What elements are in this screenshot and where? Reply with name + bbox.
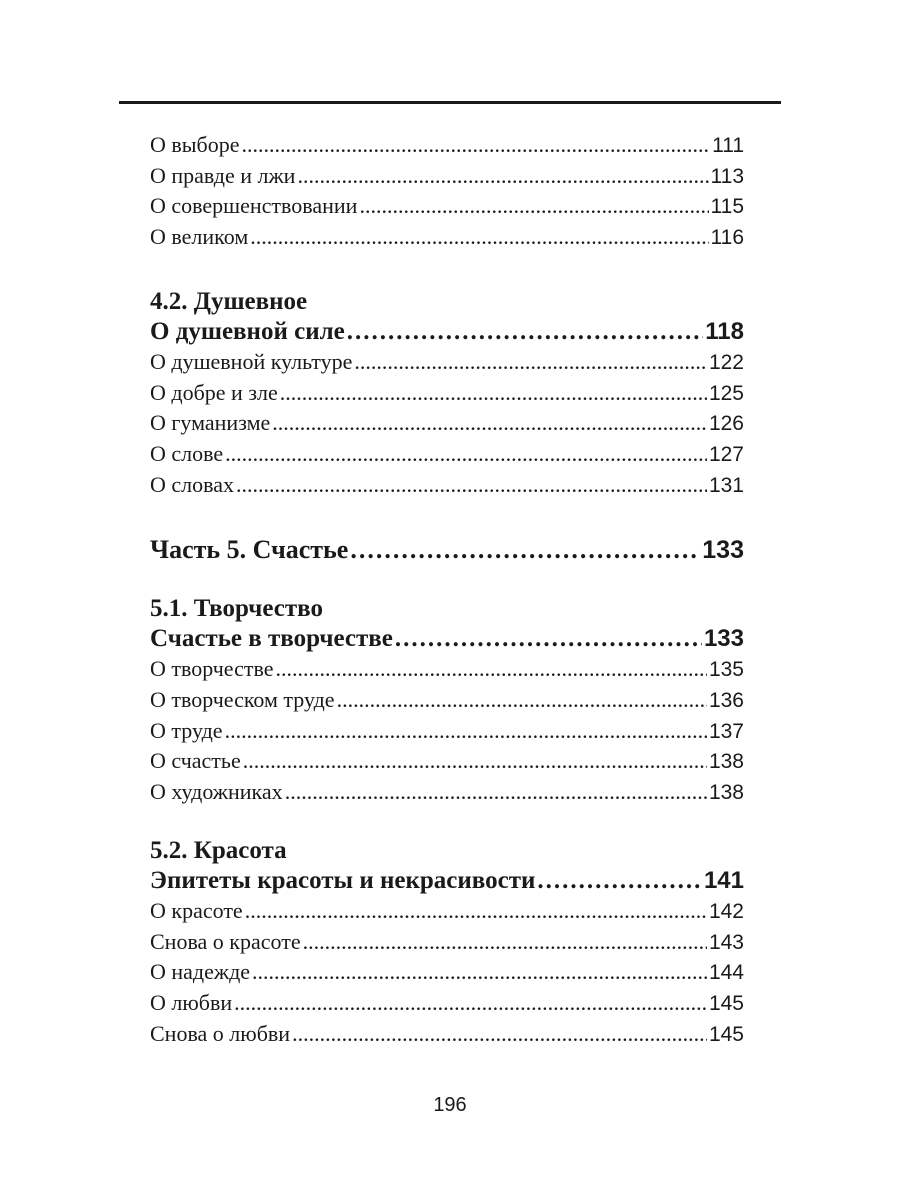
toc-entry bbox=[150, 408, 744, 439]
page-number: 196 bbox=[433, 1094, 467, 1116]
toc-entry-title: О великом bbox=[150, 224, 249, 250]
toc-entry-title: О любви bbox=[150, 989, 233, 1015]
toc-entry-title: Снова о любви bbox=[150, 1020, 291, 1046]
dot-leader bbox=[359, 191, 708, 221]
dot-leader bbox=[395, 624, 702, 654]
toc-entry bbox=[150, 896, 744, 927]
toc-entry-page: 138 bbox=[708, 750, 744, 774]
toc-entry-title: О душевной культуре bbox=[150, 348, 353, 374]
toc-entry-title: О гуманизме bbox=[150, 410, 271, 436]
toc-entry-page: 136 bbox=[708, 689, 744, 713]
toc-lead-entry bbox=[150, 866, 744, 896]
toc-entry-title: Снова о красоте bbox=[150, 928, 301, 954]
toc-entry-page: 133 bbox=[703, 625, 744, 653]
toc-entry-title: О счастье bbox=[150, 748, 241, 774]
toc-entry-page: 111 bbox=[712, 134, 744, 157]
dot-leader bbox=[297, 161, 708, 191]
toc-entry-title: Часть 5. Счастье bbox=[150, 535, 349, 565]
toc-entry bbox=[150, 1019, 744, 1050]
toc-entry-title: О совершенствовании bbox=[150, 193, 358, 219]
toc-entry-title: О выборе bbox=[150, 132, 240, 157]
dot-leader bbox=[242, 130, 711, 160]
toc-entry-page: 135 bbox=[708, 658, 744, 682]
toc-entry-page: 122 bbox=[708, 350, 744, 374]
toc-entry-title: О правде и лжи bbox=[150, 162, 296, 188]
toc-entry bbox=[150, 222, 744, 253]
toc-entry bbox=[150, 716, 744, 747]
toc-entry-title: О слове bbox=[150, 440, 224, 466]
toc-lead-entry bbox=[150, 317, 744, 347]
toc-entry-page: 125 bbox=[708, 381, 744, 405]
dot-leader bbox=[250, 222, 708, 252]
toc-entry-title: О красоте bbox=[150, 897, 243, 923]
toc-lead-entry bbox=[150, 624, 744, 654]
table-of-contents bbox=[150, 130, 744, 1049]
dot-leader bbox=[285, 777, 707, 807]
dot-leader bbox=[337, 685, 707, 715]
dot-leader bbox=[280, 378, 707, 408]
dot-leader bbox=[537, 866, 702, 896]
toc-entry-title: О добре и зле bbox=[150, 379, 278, 405]
toc-entry bbox=[150, 378, 744, 409]
toc-entry-title: О творчестве bbox=[150, 656, 274, 682]
toc-part-entry bbox=[150, 534, 744, 566]
toc-entry bbox=[150, 161, 744, 192]
dot-leader bbox=[225, 716, 707, 746]
toc-entry bbox=[150, 130, 744, 161]
toc-entry-page: 127 bbox=[708, 442, 744, 466]
toc-entry-title: О словах bbox=[150, 471, 234, 497]
toc-entry-title: О творческом труде bbox=[150, 687, 335, 713]
toc-entry-page: 113 bbox=[710, 164, 744, 188]
toc-entry-page: 142 bbox=[708, 899, 744, 923]
dot-leader bbox=[236, 470, 707, 500]
dot-leader bbox=[245, 896, 707, 926]
toc-entry bbox=[150, 654, 744, 685]
dot-leader bbox=[234, 988, 707, 1018]
dot-leader bbox=[275, 654, 706, 684]
toc-entry-title: О художниках bbox=[150, 779, 283, 805]
toc-entry-page: 145 bbox=[708, 1022, 744, 1046]
dot-leader bbox=[354, 347, 707, 377]
toc-entry-page: 138 bbox=[708, 781, 744, 805]
toc-entry bbox=[150, 957, 744, 988]
toc-entry-page: 137 bbox=[708, 719, 744, 743]
toc-entry-title: О надежде bbox=[150, 959, 251, 985]
dot-leader bbox=[303, 927, 707, 957]
toc-entry-page: 141 bbox=[703, 866, 744, 894]
toc-entry bbox=[150, 191, 744, 222]
toc-entry bbox=[150, 347, 744, 378]
section-heading: 5.2. Красота bbox=[150, 836, 287, 864]
toc-entry-page: 133 bbox=[702, 536, 744, 565]
toc-entry-title: О труде bbox=[150, 717, 223, 743]
section-heading: 4.2. Душевное bbox=[150, 287, 308, 315]
toc-entry-page: 118 bbox=[705, 317, 744, 345]
dot-leader bbox=[350, 534, 700, 566]
toc-entry-page: 115 bbox=[710, 195, 744, 219]
toc-entry bbox=[150, 746, 744, 777]
toc-entry-title: Счастье в творчестве bbox=[150, 625, 393, 653]
toc-entry bbox=[150, 927, 744, 958]
dot-leader bbox=[347, 317, 704, 347]
toc-entry bbox=[150, 777, 744, 808]
section-heading: 5.1. Творчество bbox=[150, 595, 323, 623]
toc-entry-page: 144 bbox=[708, 961, 744, 985]
toc-entry-title: О душевной силе bbox=[150, 317, 345, 345]
toc-entry bbox=[150, 988, 744, 1019]
toc-entry-page: 116 bbox=[710, 226, 744, 250]
top-rule bbox=[119, 101, 781, 104]
dot-leader bbox=[243, 746, 707, 776]
toc-entry-title: Эпитеты красоты и некрасивости bbox=[150, 866, 536, 894]
toc-entry bbox=[150, 470, 744, 501]
toc-entry bbox=[150, 439, 744, 470]
dot-leader bbox=[272, 408, 707, 438]
dot-leader bbox=[252, 957, 707, 987]
toc-entry-page: 143 bbox=[708, 930, 744, 954]
toc-entry-page: 145 bbox=[708, 991, 744, 1015]
toc-entry bbox=[150, 685, 744, 716]
toc-entry-page: 126 bbox=[708, 412, 744, 436]
toc-entry-page: 131 bbox=[708, 473, 744, 497]
dot-leader bbox=[292, 1019, 707, 1049]
dot-leader bbox=[225, 439, 707, 469]
